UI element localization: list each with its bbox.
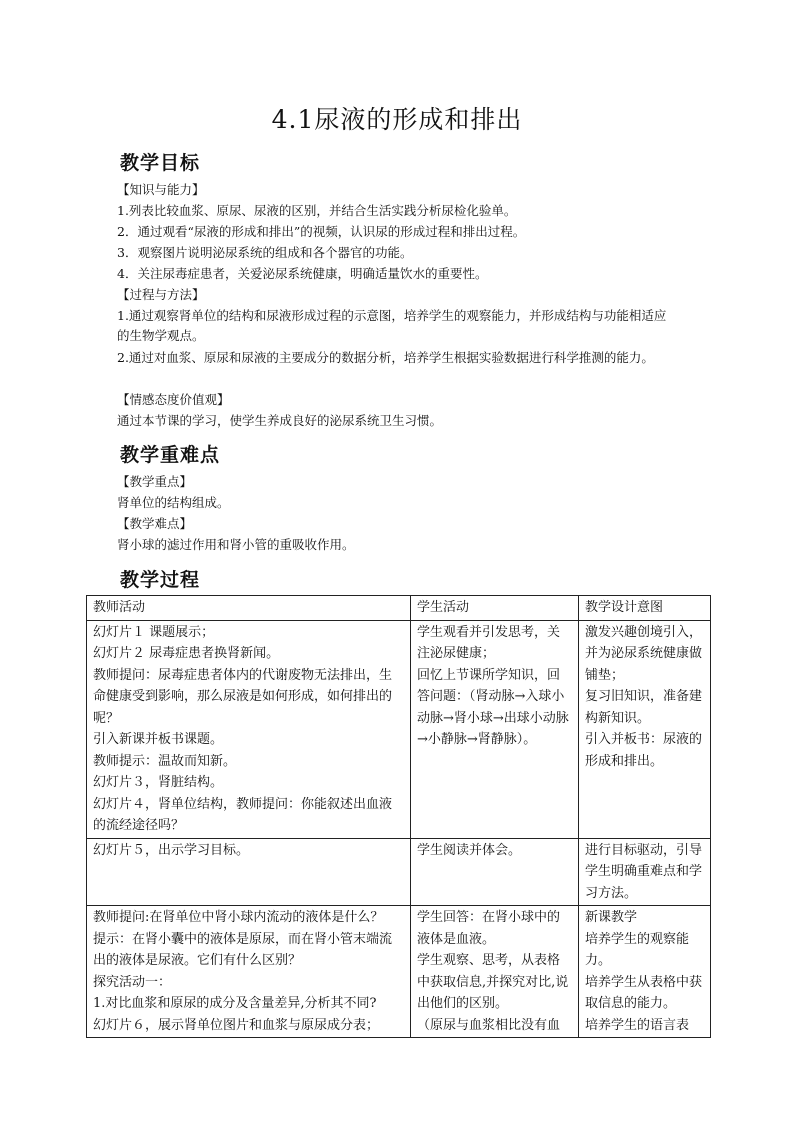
focus-title: 【教学重点】 [117,474,193,489]
teacher-activity-line: 幻灯片３，肾脏结构。 [93,775,224,790]
knowledge-item: 3．观察图片说明泌尿系统的组成和各个器官的功能。 [117,245,413,260]
table-row [87,838,711,906]
design-intent-line: 培养学生的观察能力。 [585,931,690,968]
objectives-heading: 教学目标 [120,152,201,174]
student-activity-line: 学生观察、思考，从表格中获取信息,并探究对比,说出他们的区别。 [417,953,569,1011]
student-activity-cell [411,620,579,838]
teacher-activity-line: 引入新课并板书课题。 [93,732,224,747]
difficulty-text: 肾小球的滤过作用和肾小管的重吸收作用。 [117,537,355,552]
knowledge-item: 4．关注尿毒症患者，关爱泌尿系统健康，明确适量饮水的重要性。 [117,266,488,281]
teacher-activity-line: 幻灯片４，肾单位结构，教师提问：你能叙述出血液的流经途径吗？ [93,796,393,833]
design-intent-line: 引入并板书：尿液的形成和排出。 [585,732,703,769]
student-activity-line: 学生阅读并体会。 [417,842,522,858]
teacher-activity-line: 探究活动一： [93,974,172,990]
process-method-item: 1.通过观察肾单位的结构和尿液形成过程的示意图，培养学生的观察能力，并形成结构与功能相适应的生物学观点。 [117,308,667,343]
process-method-title: 【过程与方法】 [117,287,205,302]
design-intent-cell [579,620,711,838]
process-method-item: 2.通过对血浆、原尿和尿液的主要成分的数据分析，培养学生根据实验数据进行科学推测的能力。 [117,350,654,365]
teacher-activity-line: 幻灯片２ 尿毒症患者换肾新闻。 [93,646,280,661]
student-activity-line: （原尿与血浆相比没有血 [417,1017,561,1033]
student-activity-line: 回忆上节课所学知识，回答问题：（肾动脉→入球小动脉→肾小球→出球小动脉→小静脉→肾静脉）。 [417,667,569,747]
student-activity-cell [411,838,579,906]
teacher-activity-cell [87,620,411,838]
difficulty-title: 【教学难点】 [117,516,193,531]
teacher-activity-line: 1.对比血浆和原尿的成分及含量差异,分析其不同? [93,996,377,1011]
knowledge-item: 1.列表比较血浆、原尿、尿液的区别，并结合生活实践分析尿检化验单。 [117,203,517,218]
teacher-activity-line: 教师提示：温故而知新。 [93,753,237,769]
teacher-activity-line: 幻灯片６，展示肾单位图片和血浆与原尿成分表； [93,1017,380,1033]
design-intent-line: 培养学生的语言表 [585,1017,690,1033]
design-intent-cell [579,838,711,906]
table-row [87,620,711,838]
focus-text: 肾单位的结构组成。 [117,495,230,510]
page-title: 4.1尿液的形成和排出 [271,105,523,134]
knowledge-title: 【知识与能力】 [117,182,205,197]
teacher-activity-line: 教师提问:在肾单位中肾小球内流动的液体是什么？ [93,910,384,925]
teacher-activity-cell [87,838,411,906]
design-intent-line: 新课教学 [585,910,638,925]
student-activity-line: 学生回答：在肾小球中的液体是血液。 [417,910,561,947]
design-intent-line: 进行目标驱动，引导学生明确重难点和学习方法。 [585,842,703,901]
teacher-activity-line: 提示：在肾小囊中的液体是原尿，而在肾小管末端流出的液体是尿液。它们有什么区别？ [93,931,393,968]
teacher-activity-cell [87,906,411,1038]
teacher-activity-line: 幻灯片５，出示学习目标。 [93,842,250,858]
knowledge-item: 2．通过观看“尿液的形成和排出”的视频，认识尿的形成过程和排出过程。 [117,224,526,239]
design-intent-cell [579,906,711,1038]
table-row [87,906,711,1038]
table-header-row [87,596,711,621]
teaching-process-table [86,595,711,1038]
teacher-activity-line: 幻灯片１ 课题展示； [93,624,215,640]
design-intent-line: 培养学生从表格中获取信息的能力。 [585,974,703,1011]
student-activity-line: 学生观看并引发思考，关注泌尿健康； [417,624,561,661]
column-header-teacher: 教师活动 [87,596,411,621]
keypoints-heading: 教学重难点 [120,444,221,466]
column-header-student: 学生活动 [411,596,579,621]
teacher-activity-line: 教师提问：尿毒症患者体内的代谢废物无法排出，生命健康受到影响，那么尿液是如何形成，如何排出的呢？ [93,667,393,726]
student-activity-cell [411,906,579,1038]
design-intent-line: 激发兴趣创境引入，并为泌尿系统健康做铺垫； [585,624,703,683]
design-intent-line: 复习旧知识，准备建构新知识。 [585,689,703,726]
column-header-intent: 教学设计意图 [579,596,711,621]
process-heading: 教学过程 [120,569,201,591]
attitude-title: 【情感态度价值观】 [117,392,230,407]
attitude-text: 通过本节课的学习，使学生养成良好的泌尿系统卫生习惯。 [117,413,443,428]
